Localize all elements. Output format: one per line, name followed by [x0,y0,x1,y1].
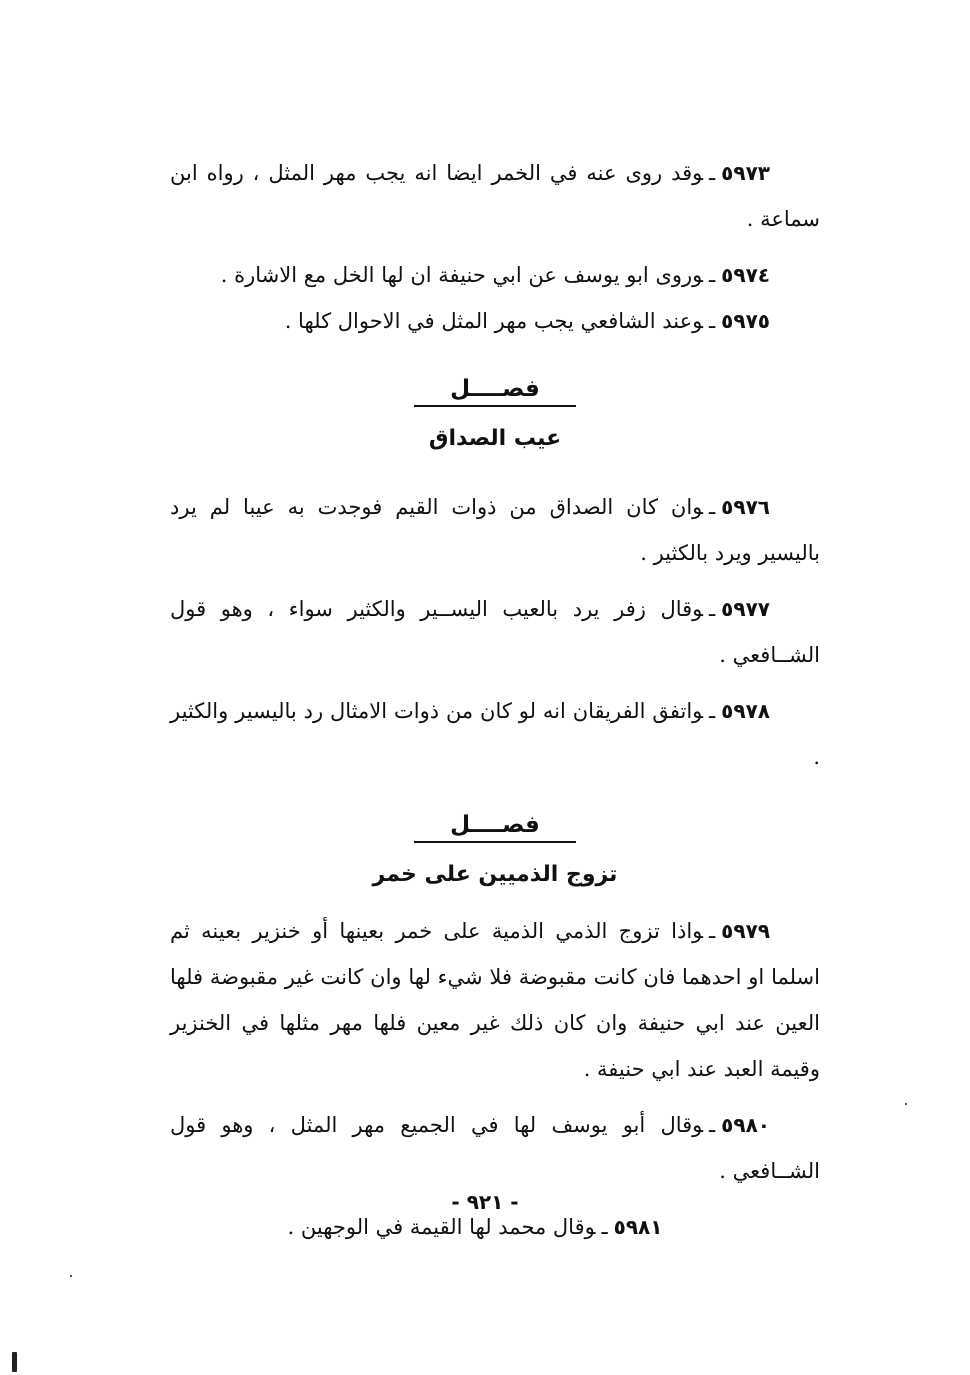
paragraph-number: ٥٩٨١ [613,1215,663,1239]
section-title: فصــــل [414,373,576,407]
section-subtitle: عيب الصداق [428,426,562,451]
paragraph-5974 [170,252,820,298]
dash: ـ [709,161,716,185]
paragraph-number: ٥٩٧٤ [721,263,770,287]
dash: ـ [709,597,716,621]
paragraph-text: واذا تزوج الذمي الذمية على خمر بعينها أو خنزير بعينه ثم اسلما او احدهما فان كانت مقبوضة فلا شيء لها وان كانت غير مقبوضة فلها العين عند ابي حنيفة وان كان ذلك غير معين فلها مهر مثلها في الخنزير وقيمة العبد عند ابي حنيفة . [170,919,820,1081]
dash: ـ [709,919,716,943]
paragraph-5975 [170,298,820,344]
dash: ـ [709,1113,716,1137]
paragraph-text: وقال زفر يرد بالعيب اليســير والكثير سواء ، وهو قول الشــافعي . [170,597,820,667]
paragraph-text: وروى ابو يوسف عن ابي حنيفة ان لها الخل مع الاشارة . [220,263,704,287]
paragraph-text: واتفق الفريقان انه لو كان من ذوات الامثال رد باليسير والكثير . [170,699,820,769]
dash: ـ [709,309,716,333]
paragraph-text: وقد روى عنه في الخمر ايضا انه يجب مهر المثل ، رواه ابن سماعة . [170,161,820,231]
paragraph-text: وقال محمد لها القيمة في الوجهين . [287,1215,596,1239]
section-subtitle: تزوج الذميين على خمر [372,862,618,887]
scan-speck [70,1275,72,1277]
scan-speck [12,1352,17,1372]
page-body [170,150,820,1250]
dash: ـ [601,1215,608,1239]
paragraph-number: ٥٩٧٣ [721,161,770,185]
dash: ـ [709,699,716,723]
paragraph-number: ٥٩٧٩ [721,919,770,943]
dash: ـ [709,263,716,287]
paragraph-number: ٥٩٧٦ [721,495,770,519]
section-heading-1 [170,366,820,462]
paragraph-5973 [170,150,820,242]
paragraph-5979 [170,908,820,1092]
section-heading-2 [170,802,820,898]
paragraph-5976 [170,484,820,576]
paragraph-5980 [170,1102,820,1194]
scan-speck [905,1103,907,1105]
paragraph-number: ٥٩٧٧ [721,597,770,621]
paragraph-number: ٥٩٧٥ [721,309,770,333]
paragraph-5977 [170,586,820,678]
paragraph-text: وقال أبو يوسف لها في الجميع مهر المثل ، وهو قول الشــافعي . [170,1113,820,1183]
paragraph-text: وعند الشافعي يجب مهر المثل في الاحوال كلها . [284,309,704,333]
section-title: فصــــل [414,809,576,843]
paragraph-number: ٥٩٧٨ [721,699,770,723]
dash: ـ [709,495,716,519]
paragraph-number: ٥٩٨٠ [721,1113,770,1137]
page-number: - ٩٢١ - [451,1190,519,1214]
paragraph-5978 [170,688,820,780]
paragraph-text: وان كان الصداق من ذوات القيم فوجدت به عيبا لم يرد باليسير ويرد بالكثير . [170,495,820,565]
